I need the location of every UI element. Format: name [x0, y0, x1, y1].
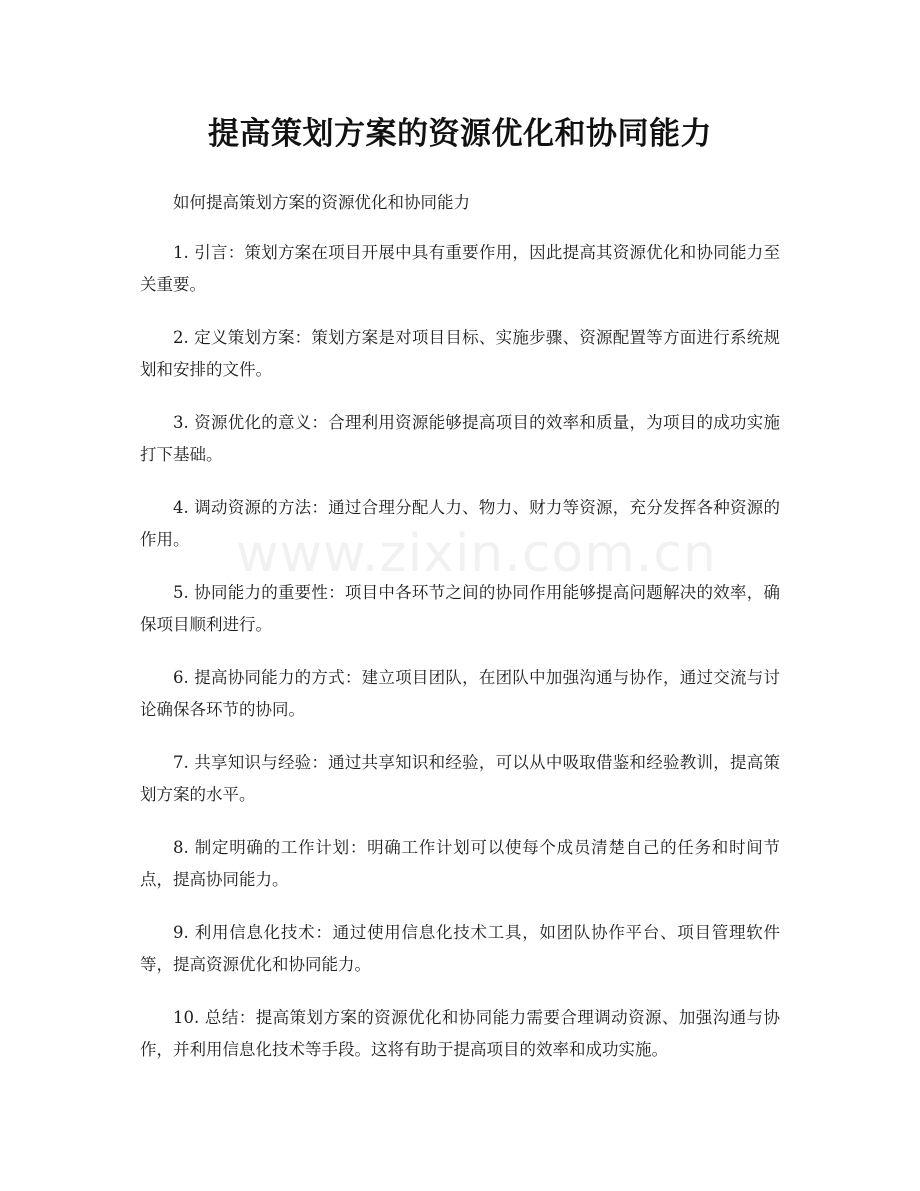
- document-title: 提高策划方案的资源优化和协同能力: [208, 116, 712, 152]
- paragraph-8: 8. 制定明确的工作计划：明确工作计划可以使每个成员清楚自己的任务和时间节点，提高协同能力。: [140, 838, 780, 889]
- paragraph-10: 10. 总结：提高策划方案的资源优化和协同能力需要合理调动资源、加强沟通与协作，并利用信息化技术等手段。这将有助于提高项目的效率和成功实施。: [140, 1008, 780, 1059]
- paragraph-4: 4. 调动资源的方法：通过合理分配人力、物力、财力等资源，充分发挥各种资源的作用。: [140, 498, 780, 549]
- paragraph-1: 1. 引言：策划方案在项目开展中具有重要作用，因此提高其资源优化和协同能力至关重要。: [140, 243, 780, 294]
- paragraph-7: 7. 共享知识与经验：通过共享知识和经验，可以从中吸取借鉴和经验教训，提高策划方案的水平。: [140, 753, 780, 804]
- document-subtitle: 如何提高策划方案的资源优化和协同能力: [173, 193, 470, 212]
- paragraph-6: 6. 提高协同能力的方式：建立项目团队，在团队中加强沟通与协作，通过交流与讨论确保各环节的协同。: [140, 668, 780, 719]
- document-body: [140, 187, 780, 1066]
- paragraph-3: 3. 资源优化的意义：合理利用资源能够提高项目的效率和质量，为项目的成功实施打下基础。: [140, 413, 780, 464]
- paragraph-9: 9. 利用信息化技术：通过使用信息化技术工具，如团队协作平台、项目管理软件等，提高资源优化和协同能力。: [140, 923, 780, 974]
- paragraph-5: 5. 协同能力的重要性：项目中各环节之间的协同作用能够提高问题解决的效率，确保项目顺利进行。: [140, 583, 780, 634]
- paragraph-2: 2. 定义策划方案：策划方案是对项目目标、实施步骤、资源配置等方面进行系统规划和安排的文件。: [140, 328, 780, 379]
- watermark-text: www.zixin.com.cn: [236, 524, 717, 584]
